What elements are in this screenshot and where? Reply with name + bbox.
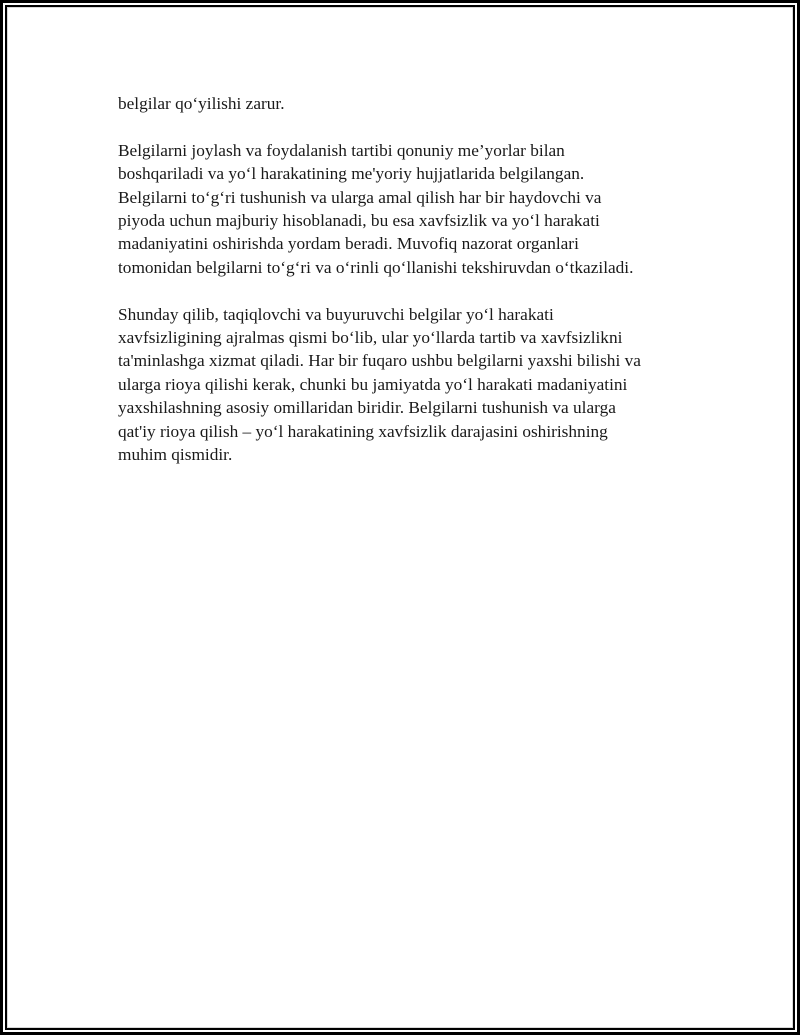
text-line: tomonidan belgilarni to‘g‘ri va o‘rinli qo‘llanishi tekshiruvdan o‘tkaziladi.: [118, 257, 634, 277]
text-line: Belgilarni to‘g‘ri tushunish va ularga amal qilish har bir haydovchi va: [118, 187, 602, 207]
text-line: yaxshilashning asosiy omillaridan biridir. Belgilarni tushunish va ularga: [118, 398, 616, 418]
text-line: boshqariladi va yo‘l harakatining me'yoriy hujjatlarida belgilangan.: [118, 164, 585, 184]
paragraph-1: [118, 92, 698, 115]
document-body: [118, 92, 698, 490]
text-line: muhim qismidir.: [118, 445, 233, 465]
text-line: qat'iy rioya qilish – yo‘l harakatining xavfsizlik darajasini oshirishning: [118, 421, 608, 441]
paragraph-2: [118, 139, 698, 279]
text-line: piyoda uchun majburiy hisoblanadi, bu esa xavfsizlik va yo‘l harakati: [118, 211, 600, 231]
text-line: ta'minlashga xizmat qiladi. Har bir fuqaro ushbu belgilarni yaxshi bilishi va: [118, 351, 641, 371]
text-line: Belgilarni joylash va foydalanish tartibi qonuniy me’yorlar bilan: [118, 140, 565, 160]
text-line: madaniyatini oshirishda yordam beradi. Muvofiq nazorat organlari: [118, 234, 579, 254]
text-line: xavfsizligining ajralmas qismi bo‘lib, ular yo‘llarda tartib va xavfsizlikni: [118, 328, 623, 348]
text-line: ularga rioya qilishi kerak, chunki bu jamiyatda yo‘l harakati madaniyatini: [118, 374, 628, 394]
text-line: belgilar qo‘yilishi zarur.: [118, 94, 285, 113]
paragraph-3: [118, 303, 698, 467]
text-line: Shunday qilib, taqiqlovchi va buyuruvchi belgilar yo‘l harakati: [118, 304, 554, 324]
